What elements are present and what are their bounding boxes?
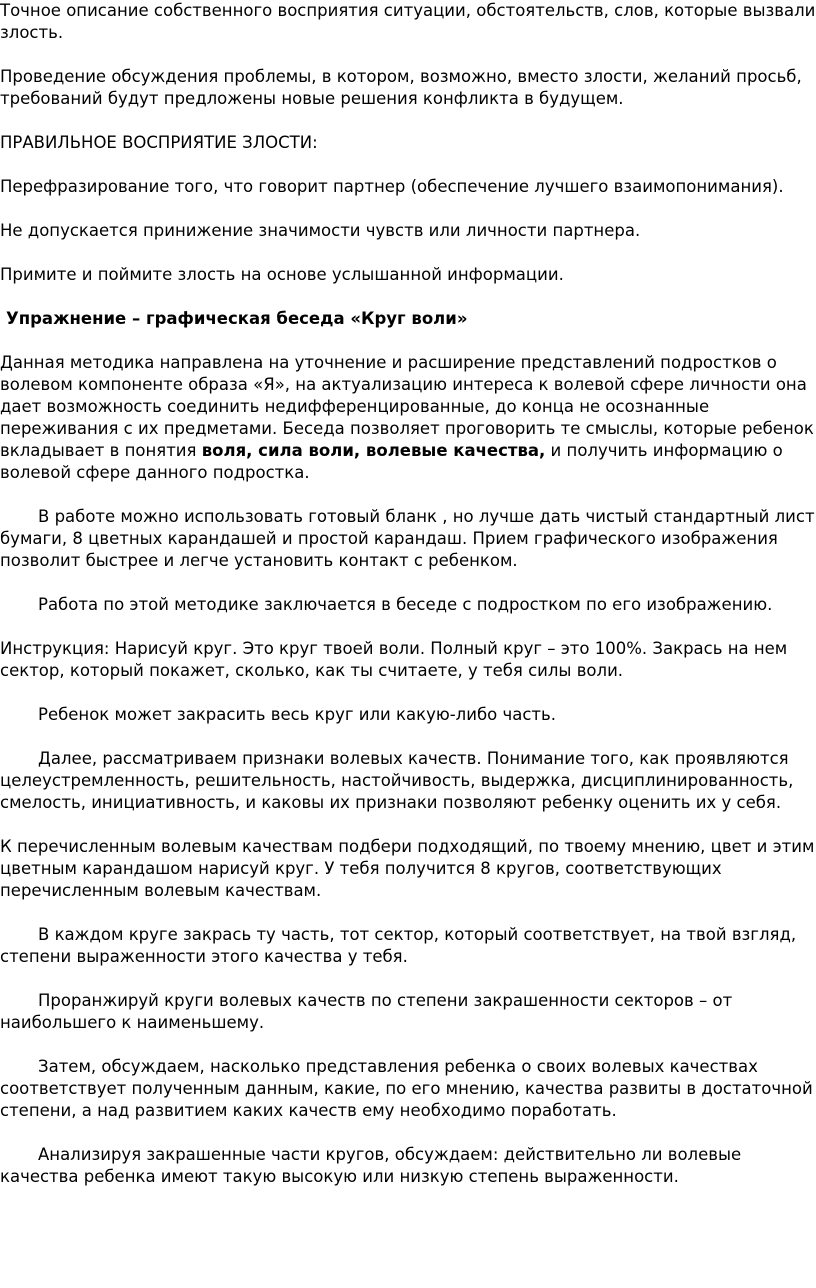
paragraph-accept-anger: Примите и поймите злость на основе услышанной информации. [0, 265, 564, 284]
paragraph-volitional-signs: Далее, рассматриваем признаки волевых качеств. Понимание того, как проявляются целеустремленность, решительность, настойчивость, выдержка, дисциплинированность, смелость, инициативность, и каковы их признаки позволяют ребенку оценить их у себя. [0, 749, 794, 812]
paragraph-perception-description: Точное описание собственного восприятия ситуации, обстоятельств, слов, которые вызвали злость. [0, 1, 816, 42]
method-text-bold: воля, сила воли, волевые качества, [201, 441, 546, 460]
exercise-heading: Упражнение – графическая беседа «Круг воли» [6, 309, 468, 328]
paragraph-method-description [0, 352, 816, 484]
paragraph-instruction: Инструкция: Нарисуй круг. Это круг твоей воли. Полный круг – это 100%. Закрась на нем сектор, который покажет, сколько, как ты считаете, у тебя силы воли. [0, 639, 788, 680]
paragraph-rank-circles: Проранжируй круги волевых качеств по степени закрашенности секторов – от наибольшего к наименьшему. [0, 991, 733, 1032]
paragraph-discussion: Проведение обсуждения проблемы, в котором, возможно, вместо злости, желаний просьб, требований будут предложены новые решения конфликта в будущем. [0, 67, 802, 108]
paragraph-child-fill: Ребенок может закрасить весь круг или какую-либо часть. [38, 705, 556, 724]
paragraph-rephrasing: Перефразирование того, что говорит партнер (обеспечение лучшего взаимопонимания). [0, 177, 784, 196]
method-text-after: и получить информацию о волевой сфере данного подростка. [0, 441, 783, 482]
paragraph-discuss-results: Затем, обсуждаем, насколько представления ребенка о своих волевых качествах соответствует полученным данным, какие, по его мнению, качества развиты в достаточной степени, а над развитием каких качеств ему необходимо поработать. [0, 1057, 813, 1120]
paragraph-color-circles: К перечисленным волевым качествам подбери подходящий, по твоему мнению, цвет и этим цветным карандашом нарисуй круг. У тебя получится 8 кругов, соответствующих перечисленным волевым качествам. [0, 837, 815, 900]
paragraph-no-belittling: Не допускается принижение значимости чувств или личности партнера. [0, 221, 641, 240]
paragraph-fill-sector: В каждом круге закрась ту часть, тот сектор, который соответствует, на твой взгляд, степени выраженности этого качества у тебя. [0, 925, 797, 966]
paragraph-correct-perception-title: ПРАВИЛЬНОЕ ВОСПРИЯТИЕ ЗЛОСТИ: [0, 133, 318, 152]
paragraph-analyze-sectors: Анализируя закрашенные части кругов, обсуждаем: действительно ли волевые качества ребенка имеют такую высокую или низкую степень выраженности. [0, 1145, 742, 1186]
paragraph-materials: В работе можно использовать готовый бланк , но лучше дать чистый стандартный лист бумаги, 8 цветных карандашей и простой карандаш. Прием графического изображения позволит быстрее и легче установить контакт с ребенком. [0, 507, 815, 570]
paragraph-method-work: Работа по этой методике заключается в беседе с подростком по его изображению. [38, 595, 773, 614]
method-text-before: Данная методика направлена на уточнение и расширение представлений подростков о волевом компоненте образа «Я», на актуализацию интереса к волевой сфере личности она дает возможность соединить недифференцированные, до конца не осознанные переживания с их предметами. Беседа позволяет проговорить те смыслы, которые ребенок вкладывает в понятия [0, 353, 814, 460]
